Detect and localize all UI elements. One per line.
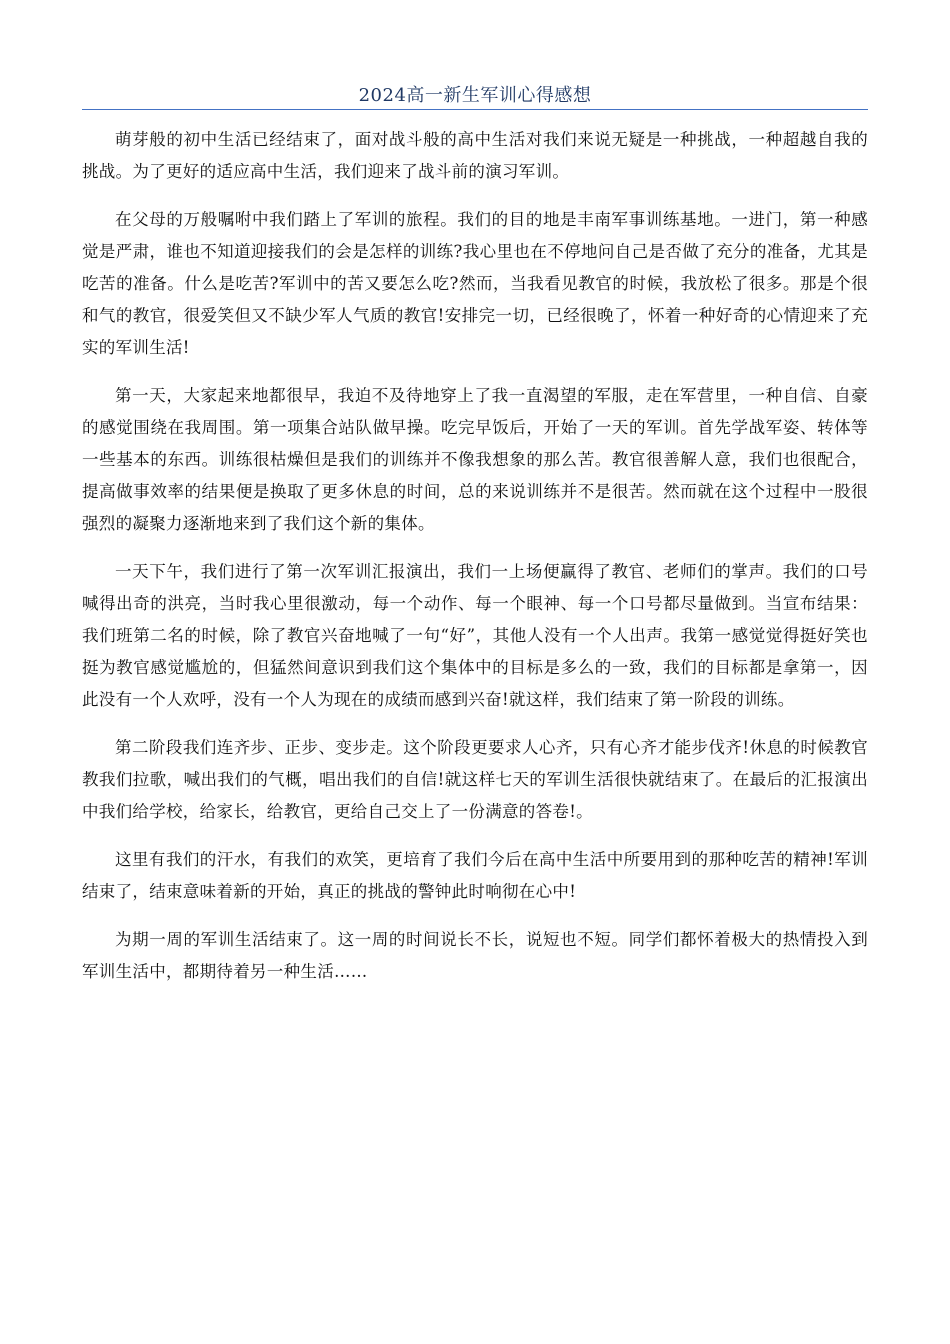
- paragraph: 一天下午，我们进行了第一次军训汇报演出，我们一上场便赢得了教官、老师们的掌声。我们的口号喊得出奇的洪亮，当时我心里很激动，每一个动作、每一个眼神、每一个口号都尽量做到。当宣布结果：我们班第二名的时候，除了教官兴奋地喊了一句“好”，其他人没有一个人出声。我第一感觉觉得挺好笑也挺为教官感觉尴尬的，但猛然间意识到我们这个集体中的目标是多么的一致，我们的目标都是拿第一，因此没有一个人欢呼，没有一个人为现在的成绩而感到兴奋!就这样，我们结束了第一阶段的训练。: [82, 562, 868, 709]
- paragraph: 第一天，大家起来地都很早，我迫不及待地穿上了我一直渴望的军服，走在军营里，一种自信、自豪的感觉围绕在我周围。第一项集合站队做早操。吃完早饭后，开始了一天的军训。首先学战军姿、转体等一些基本的东西。训练很枯燥但是我们的训练并不像我想象的那么苦。教官很善解人意，我们也很配合，提高做事效率的结果便是换取了更多休息的时间，总的来说训练并不是很苦。然而就在这个过程中一股很强烈的凝聚力逐渐地来到了我们这个新的集体。: [82, 386, 868, 533]
- paragraph: 在父母的万般嘱咐中我们踏上了军训的旅程。我们的目的地是丰南军事训练基地。一进门，第一种感觉是严肃，谁也不知道迎接我们的会是怎样的训练?我心里也在不停地问自己是否做了充分的准备，尤其是吃苦的准备。什么是吃苦?军训中的苦又要怎么吃?然而，当我看见教官的时候，我放松了很多。那是个很和气的教官，很爱笑但又不缺少军人气质的教官!安排完一切，已经很晚了，怀着一种好奇的心情迎来了充实的军训生活!: [82, 210, 868, 357]
- title-underline: [82, 109, 868, 110]
- document-title: 2024高一新生军训心得感想: [358, 85, 592, 106]
- paragraph: 第二阶段我们连齐步、正步、变步走。这个阶段更要求人心齐，只有心齐才能步伐齐!休息的时候教官教我们拉歌，喊出我们的气概，唱出我们的自信!就这样七天的军训生活很快就结束了。在最后的汇报演出中我们给学校，给家长，给教官，更给自己交上了一份满意的答卷!。: [82, 738, 868, 821]
- document-body: [82, 124, 868, 1004]
- paragraph: 为期一周的军训生活结束了。这一周的时间说长不长，说短也不短。同学们都怀着极大的热情投入到军训生活中，都期待着另一种生活……: [82, 930, 868, 981]
- paragraph: 萌芽般的初中生活已经结束了，面对战斗般的高中生活对我们来说无疑是一种挑战，一种超越自我的挑战。为了更好的适应高中生活，我们迎来了战斗前的演习军训。: [82, 130, 868, 181]
- paragraph: 这里有我们的汗水，有我们的欢笑，更培育了我们今后在高中生活中所要用到的那种吃苦的精神!军训结束了，结束意味着新的开始，真正的挑战的警钟此时响彻在心中!: [82, 850, 868, 901]
